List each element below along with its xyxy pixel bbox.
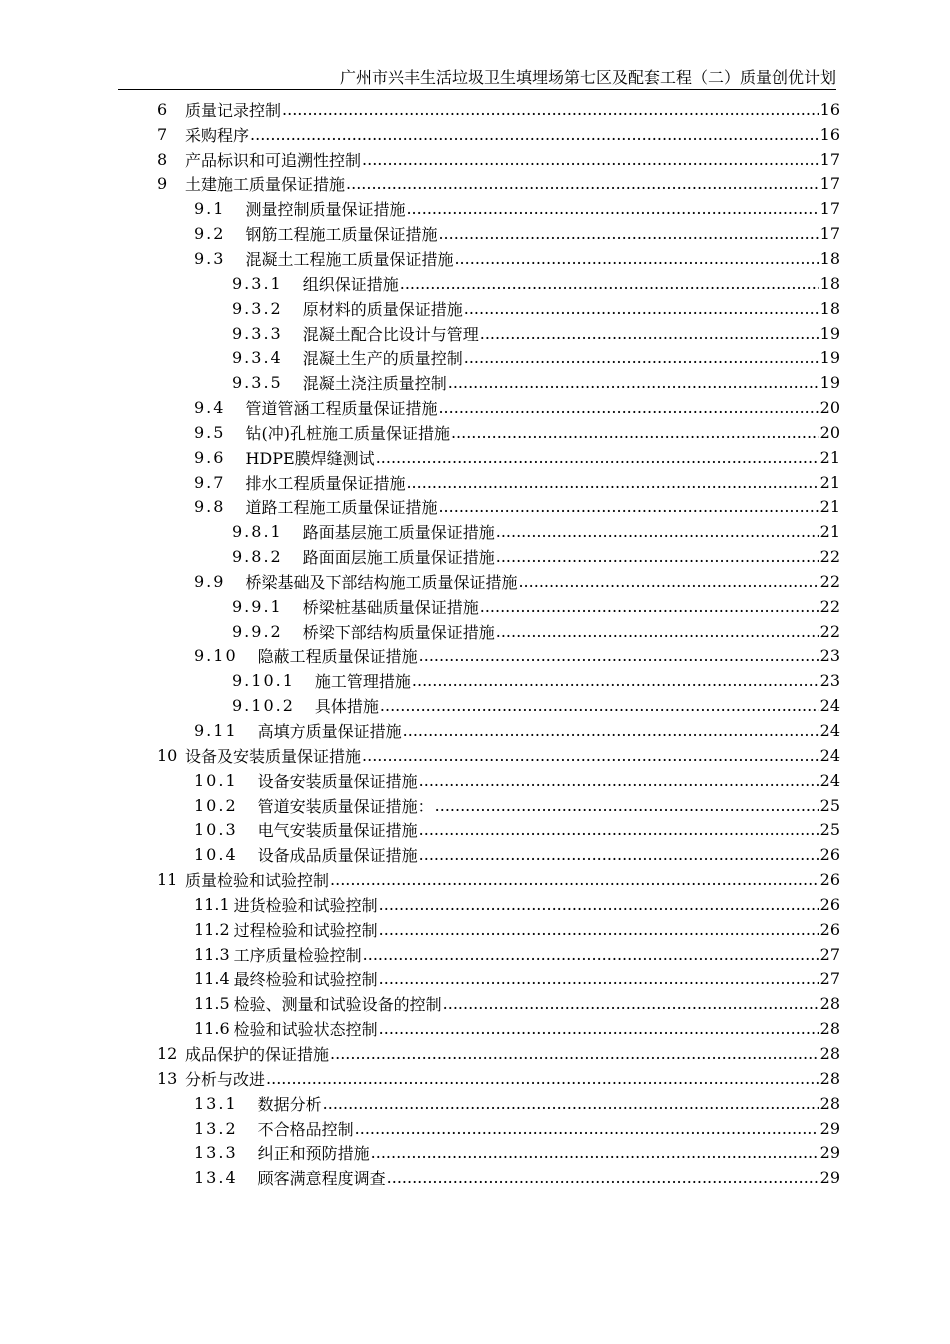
- toc-dot-leader: [379, 895, 819, 914]
- toc-entry-number: 9.11: [194, 721, 238, 741]
- toc-dot-leader: [282, 100, 819, 119]
- toc-entry-number: 9.8: [194, 497, 226, 517]
- toc-entry-title: 隐蔽工程质量保证措施: [257, 647, 418, 667]
- toc-entry-page-number: 17: [819, 224, 840, 244]
- toc-entry-number: 9.3.3: [232, 323, 283, 343]
- toc-entry[interactable]: [0, 817, 950, 842]
- toc-entry-title: 钢筋工程施工质量保证措施: [245, 225, 438, 245]
- toc-dot-leader: [379, 969, 819, 988]
- toc-entry-number: 9.3.2: [232, 298, 283, 318]
- table-of-contents: [0, 97, 950, 1190]
- toc-entry-title: 最终检验和试验控制: [233, 970, 378, 990]
- toc-entry[interactable]: [0, 221, 950, 246]
- toc-entry[interactable]: [0, 619, 950, 644]
- toc-entry-page-number: 18: [819, 298, 840, 318]
- toc-dot-leader: [400, 274, 819, 293]
- toc-dot-leader: [380, 696, 819, 715]
- toc-entry-number: 11.3: [194, 944, 230, 964]
- page-header-title: 广州市兴丰生活垃圾卫生填埋场第七区及配套工程（二）质量创优计划: [339, 68, 836, 87]
- toc-entry-title: 混凝土浇注质量控制: [302, 374, 447, 394]
- toc-dot-leader: [419, 646, 819, 665]
- toc-entry-title: 组织保证措施: [302, 274, 399, 294]
- toc-entry-page-number: 28: [819, 994, 840, 1014]
- toc-entry[interactable]: [0, 345, 950, 370]
- toc-entry-number: 9.10: [194, 646, 238, 666]
- toc-entry[interactable]: [0, 1066, 950, 1091]
- toc-entry-title: 混凝土工程施工质量保证措施: [245, 249, 454, 269]
- toc-dot-leader: [330, 1044, 819, 1063]
- toc-entry-title: 高填方质量保证措施: [257, 722, 402, 742]
- toc-dot-leader: [387, 1168, 819, 1187]
- toc-dot-leader: [419, 845, 819, 864]
- toc-dot-leader: [496, 622, 819, 641]
- toc-entry-title: 排水工程质量保证措施: [245, 473, 406, 493]
- toc-entry-number: 7: [157, 124, 168, 144]
- toc-entry[interactable]: [0, 544, 950, 569]
- toc-entry[interactable]: [0, 569, 950, 594]
- toc-entry-title: 桥梁下部结构质量保证措施: [302, 622, 495, 642]
- toc-entry[interactable]: [0, 644, 950, 669]
- toc-entry-number: 11: [157, 870, 178, 890]
- toc-entry[interactable]: [0, 693, 950, 718]
- toc-entry-number: 13.3: [194, 1143, 238, 1163]
- toc-entry[interactable]: [0, 967, 950, 992]
- toc-entry-page-number: 25: [819, 820, 840, 840]
- toc-entry-number: 9.3.5: [232, 373, 283, 393]
- toc-dot-leader: [480, 324, 819, 343]
- toc-dot-leader: [438, 497, 818, 516]
- toc-entry-number: 9.4: [194, 398, 226, 418]
- toc-entry[interactable]: [0, 1041, 950, 1066]
- toc-entry[interactable]: [0, 917, 950, 942]
- toc-dot-leader: [448, 373, 819, 392]
- toc-entry-title: 数据分析: [257, 1094, 322, 1114]
- toc-entry[interactable]: [0, 122, 950, 147]
- toc-entry-title: 测量控制质量保证措施: [245, 200, 406, 220]
- toc-entry-page-number: 19: [819, 323, 840, 343]
- toc-entry-number: 9.8.1: [232, 522, 283, 542]
- toc-entry-page-number: 21: [819, 447, 840, 467]
- toc-entry[interactable]: [0, 147, 950, 172]
- toc-entry-page-number: 21: [819, 472, 840, 492]
- toc-entry-number: 11.6: [194, 1019, 230, 1039]
- toc-entry-title: 具体措施: [314, 697, 379, 717]
- toc-entry-number: 9.10.1: [232, 671, 295, 691]
- toc-entry-title: 桥梁桩基础质量保证措施: [302, 597, 479, 617]
- toc-dot-leader: [379, 1019, 819, 1038]
- toc-entry-number: 9.2: [194, 224, 226, 244]
- toc-entry-title: 质量记录控制: [185, 100, 282, 120]
- toc-entry-number: 11.1: [194, 894, 230, 914]
- toc-entry[interactable]: [0, 246, 950, 271]
- toc-entry-title: 质量检验和试验控制: [185, 871, 330, 891]
- toc-entry[interactable]: [0, 743, 950, 768]
- toc-entry-page-number: 24: [819, 721, 840, 741]
- toc-entry-number: 10: [157, 745, 178, 765]
- toc-entry-number: 11.2: [194, 919, 230, 939]
- toc-entry-number: 13: [157, 1068, 178, 1088]
- toc-dot-leader: [419, 771, 819, 790]
- toc-entry-title: 管道安装质量保证措施：: [257, 796, 434, 816]
- toc-entry[interactable]: [0, 1165, 950, 1190]
- toc-entry-title: 检验、测量和试验设备的控制: [233, 995, 442, 1015]
- toc-dot-leader: [362, 150, 819, 169]
- toc-entry[interactable]: [0, 519, 950, 544]
- toc-entry-number: 13.4: [194, 1168, 238, 1188]
- toc-entry[interactable]: [0, 196, 950, 221]
- toc-entry-page-number: 20: [819, 422, 840, 442]
- toc-entry-title: 纠正和预防措施: [257, 1144, 370, 1164]
- toc-entry-number: 8: [157, 149, 168, 169]
- toc-entry-number: 9.10.2: [232, 696, 295, 716]
- toc-entry-number: 9.3.4: [232, 348, 283, 368]
- toc-dot-leader: [403, 721, 819, 740]
- toc-entry-title: 钻(冲)孔桩施工质量保证措施: [245, 423, 450, 443]
- toc-dot-leader: [451, 423, 819, 442]
- toc-entry-number: 9.7: [194, 472, 226, 492]
- toc-entry-page-number: 26: [819, 845, 840, 865]
- toc-dot-leader: [435, 796, 819, 815]
- toc-entry-number: 13.1: [194, 1093, 238, 1113]
- toc-dot-leader: [412, 671, 819, 690]
- toc-entry-page-number: 27: [819, 944, 840, 964]
- toc-entry-title: 施工管理措施: [314, 672, 411, 692]
- toc-entry[interactable]: [0, 1091, 950, 1116]
- toc-entry[interactable]: [0, 321, 950, 346]
- toc-entry-page-number: 28: [819, 1068, 840, 1088]
- toc-entry[interactable]: [0, 594, 950, 619]
- toc-dot-leader: [464, 348, 819, 367]
- toc-entry[interactable]: [0, 470, 950, 495]
- toc-entry-page-number: 22: [819, 571, 840, 591]
- toc-entry[interactable]: [0, 1016, 950, 1041]
- toc-entry-number: 9.8.2: [232, 547, 283, 567]
- toc-dot-leader: [363, 945, 819, 964]
- toc-entry-title: 设备成品质量保证措施: [257, 846, 418, 866]
- toc-entry-page-number: 16: [819, 99, 840, 119]
- toc-entry-title: 原材料的质量保证措施: [302, 299, 463, 319]
- toc-entry-number: 10.3: [194, 820, 238, 840]
- toc-dot-leader: [406, 473, 818, 492]
- toc-entry-number: 11.5: [194, 994, 230, 1014]
- toc-entry-number: 9: [157, 174, 168, 194]
- toc-dot-leader: [454, 249, 818, 268]
- toc-entry-page-number: 21: [819, 497, 840, 517]
- toc-entry-title: 不合格品控制: [257, 1119, 354, 1139]
- toc-entry-page-number: 16: [819, 124, 840, 144]
- toc-entry[interactable]: [0, 718, 950, 743]
- toc-entry-page-number: 17: [819, 149, 840, 169]
- toc-entry-page-number: 28: [819, 1019, 840, 1039]
- toc-entry-page-number: 26: [819, 894, 840, 914]
- toc-dot-leader: [406, 199, 818, 218]
- toc-entry-title: 成品保护的保证措施: [185, 1044, 330, 1064]
- toc-dot-leader: [250, 125, 819, 144]
- toc-entry[interactable]: [0, 867, 950, 892]
- toc-entry[interactable]: [0, 1116, 950, 1141]
- toc-entry[interactable]: [0, 395, 950, 420]
- toc-entry-title: 产品标识和可追溯性控制: [185, 150, 362, 170]
- toc-entry-page-number: 22: [819, 621, 840, 641]
- toc-entry-page-number: 28: [819, 1093, 840, 1113]
- toc-entry-title: 管道管涵工程质量保证措施: [245, 399, 438, 419]
- toc-dot-leader: [330, 870, 819, 889]
- toc-dot-leader: [379, 920, 819, 939]
- toc-entry-page-number: 29: [819, 1168, 840, 1188]
- toc-dot-leader: [323, 1094, 819, 1113]
- toc-dot-leader: [346, 174, 819, 193]
- toc-entry-number: 6: [157, 99, 168, 119]
- toc-entry-number: 9.9: [194, 571, 226, 591]
- toc-entry-number: 9.5: [194, 422, 226, 442]
- toc-entry-title: 顾客满意程度调查: [257, 1169, 386, 1189]
- toc-entry-page-number: 24: [819, 745, 840, 765]
- toc-entry-title: 设备及安装质量保证措施: [185, 746, 362, 766]
- header-rule: [118, 89, 836, 90]
- toc-entry-page-number: 29: [819, 1143, 840, 1163]
- toc-entry-title: 进货检验和试验控制: [233, 895, 378, 915]
- toc-dot-leader: [438, 224, 818, 243]
- toc-entry-number: 10.2: [194, 795, 238, 815]
- toc-entry[interactable]: [0, 793, 950, 818]
- toc-entry[interactable]: [0, 370, 950, 395]
- toc-entry-title: 电气安装质量保证措施: [257, 821, 418, 841]
- toc-dot-leader: [443, 994, 819, 1013]
- toc-entry-page-number: 23: [819, 671, 840, 691]
- toc-entry[interactable]: [0, 172, 950, 197]
- toc-entry-page-number: 26: [819, 870, 840, 890]
- toc-entry[interactable]: [0, 495, 950, 520]
- toc-entry-page-number: 24: [819, 696, 840, 716]
- toc-entry-page-number: 18: [819, 273, 840, 293]
- toc-entry-title: 分析与改进: [185, 1069, 266, 1089]
- toc-entry-title: 采购程序: [185, 125, 250, 145]
- toc-entry[interactable]: [0, 668, 950, 693]
- toc-entry-page-number: 23: [819, 646, 840, 666]
- toc-entry-number: 9.3.1: [232, 273, 283, 293]
- toc-dot-leader: [464, 299, 819, 318]
- toc-entry-number: 10.4: [194, 845, 238, 865]
- toc-dot-leader: [371, 1143, 819, 1162]
- toc-entry-title: 路面基层施工质量保证措施: [302, 523, 495, 543]
- toc-entry[interactable]: [0, 1140, 950, 1165]
- toc-entry-page-number: 18: [819, 248, 840, 268]
- toc-dot-leader: [362, 746, 819, 765]
- toc-entry-page-number: 21: [819, 522, 840, 542]
- toc-entry-title: 混凝土配合比设计与管理: [302, 324, 479, 344]
- toc-entry-title: 过程检验和试验控制: [233, 920, 378, 940]
- toc-entry-page-number: 26: [819, 919, 840, 939]
- toc-entry[interactable]: [0, 892, 950, 917]
- toc-entry-title: 工序质量检验控制: [233, 945, 362, 965]
- toc-dot-leader: [480, 597, 819, 616]
- toc-entry-page-number: 22: [819, 596, 840, 616]
- toc-entry[interactable]: [0, 991, 950, 1016]
- toc-entry-title: 设备安装质量保证措施: [257, 771, 418, 791]
- toc-entry-page-number: 24: [819, 770, 840, 790]
- toc-entry-number: 12: [157, 1043, 178, 1063]
- toc-dot-leader: [496, 547, 819, 566]
- toc-entry-number: 9.6: [194, 447, 226, 467]
- toc-entry[interactable]: [0, 420, 950, 445]
- toc-entry-number: 11.4: [194, 969, 230, 989]
- toc-entry-title: 道路工程施工质量保证措施: [245, 498, 438, 518]
- toc-entry-page-number: 17: [819, 199, 840, 219]
- toc-entry-page-number: 22: [819, 547, 840, 567]
- toc-dot-leader: [376, 448, 819, 467]
- toc-entry-title: 混凝土生产的质量控制: [302, 349, 463, 369]
- toc-entry-page-number: 19: [819, 373, 840, 393]
- toc-entry-number: 9.1: [194, 199, 226, 219]
- toc-entry-page-number: 29: [819, 1118, 840, 1138]
- toc-dot-leader: [438, 398, 818, 417]
- toc-entry[interactable]: [0, 768, 950, 793]
- toc-entry-number: 9.9.1: [232, 596, 283, 616]
- toc-entry-page-number: 27: [819, 969, 840, 989]
- toc-entry-number: 13.2: [194, 1118, 238, 1138]
- toc-entry[interactable]: [0, 97, 950, 122]
- toc-entry-title: 桥梁基础及下部结构施工质量保证措施: [245, 572, 518, 592]
- toc-entry-title: HDPE膜焊缝测试: [245, 448, 375, 468]
- toc-entry-number: 9.3: [194, 248, 226, 268]
- toc-entry-title: 检验和试验状态控制: [233, 1020, 378, 1040]
- toc-dot-leader: [518, 572, 818, 591]
- toc-dot-leader: [419, 820, 819, 839]
- toc-entry-page-number: 28: [819, 1043, 840, 1063]
- toc-entry-page-number: 19: [819, 348, 840, 368]
- toc-entry-number: 10.1: [194, 770, 238, 790]
- toc-entry-page-number: 20: [819, 398, 840, 418]
- toc-entry-number: 9.9.2: [232, 621, 283, 641]
- toc-entry-page-number: 17: [819, 174, 840, 194]
- toc-entry-page-number: 25: [819, 795, 840, 815]
- toc-entry[interactable]: [0, 445, 950, 470]
- toc-dot-leader: [496, 522, 819, 541]
- toc-entry[interactable]: [0, 296, 950, 321]
- toc-entry[interactable]: [0, 942, 950, 967]
- toc-entry[interactable]: [0, 271, 950, 296]
- toc-entry-title: 土建施工质量保证措施: [185, 175, 346, 195]
- toc-entry-title: 路面面层施工质量保证措施: [302, 548, 495, 568]
- toc-entry[interactable]: [0, 842, 950, 867]
- toc-dot-leader: [266, 1069, 819, 1088]
- toc-dot-leader: [355, 1119, 819, 1138]
